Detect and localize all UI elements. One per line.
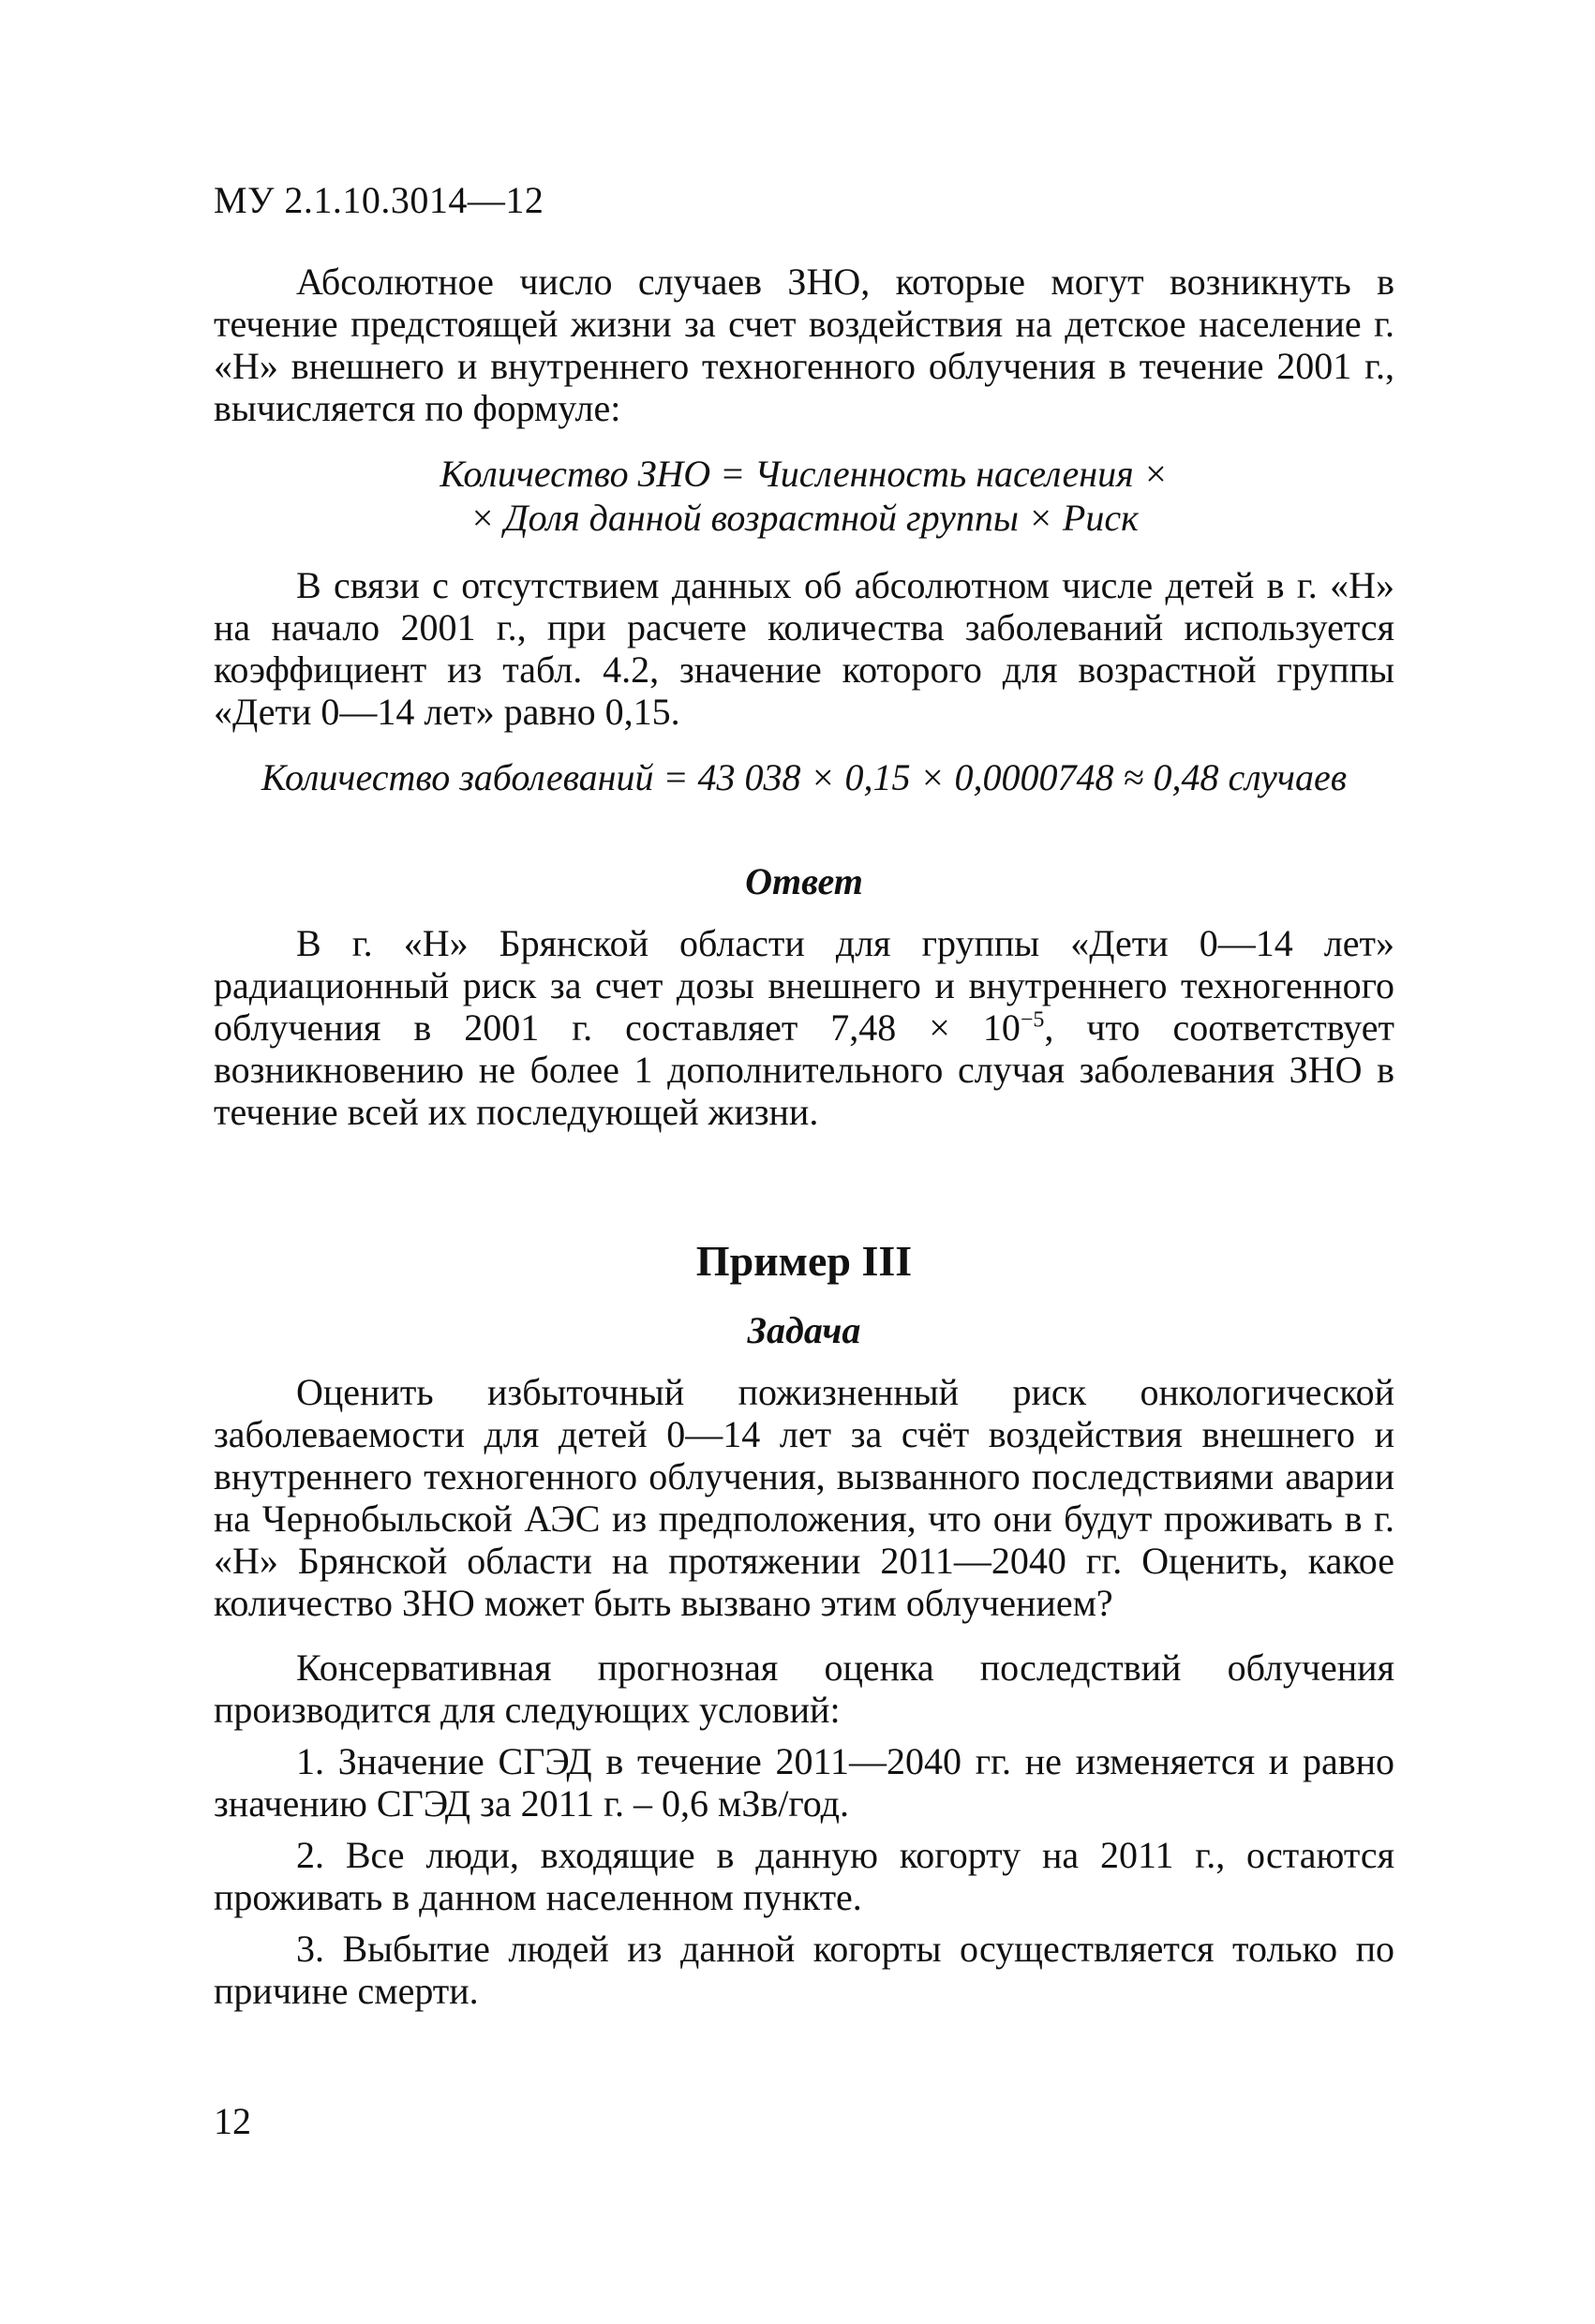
answer-text-start: В г. «Н» Брянской области для группы «Дети 0—14 лет» радиационный риск за счет дозы внешнего и внутреннего техногенного облучения в 2001 г. составляет 7,48 × 10 [214,922,1394,1049]
page-number: 12 [214,2100,251,2142]
formula-zno-line2: × Доля данной возрастной группы × Риск [470,497,1139,539]
answer-text-end: , что соответствует возникновению не более 1 дополнительного случая заболевания ЗНО в течение всей их последующей жизни. [214,1006,1394,1133]
answer-exponent: −5 [1020,1007,1045,1033]
task-heading: Задача [747,1309,861,1351]
task-paragraph: Оценить избыточный пожизненный риск онкологической заболеваемости для детей 0—14 лет за счёт воздействия внешнего и внутреннего техногенного облучения, вызванного последствиями аварии на Чернобыльской АЭС из предположения, что они будут проживать в г. «Н» Брянской области на протяжении 2011—2040 гг. Оценить, какое количество ЗНО может быть вызвано этим облучением? [214,1371,1394,1624]
document-page [214,178,1394,2021]
conditions-intro: Консервативная прогнозная оценка последствий облучения производится для следующих условий: [214,1646,1394,1731]
paragraph-zno-count: Абсолютное число случаев ЗНО, которые могут возникнуть в течение предстоящей жизни за счет воздействия на детское население г. «Н» внешнего и внутреннего техногенного облучения в течение 2001 г., вычисляется по формуле: [214,261,1394,429]
condition-item: 3. Выбытие людей из данной когорты осуществляется только по причине смерти. [214,1928,1394,2012]
formula-diseases: Количество заболеваний = 43 038 × 0,15 × 0,0000748 ≈ 0,48 случаев [261,756,1348,798]
condition-item: 2. Все люди, входящие в данную когорту на 2011 г., остаются проживать в данном населенном пункте. [214,1834,1394,1918]
answer-paragraph [214,922,1394,1133]
formula-zno-line1: Количество ЗНО = Численность населения × [440,453,1169,495]
answer-heading: Ответ [745,860,863,902]
paragraph-coefficient: В связи с отсутствием данных об абсолютном числе детей в г. «Н» на начало 2001 г., при расчете количества заболеваний используется коэффициент из табл. 4.2, значение которого для возрастной группы «Дети 0—14 лет» равно 0,15. [214,564,1394,733]
condition-item: 1. Значение СГЭД в течение 2011—2040 гг. не изменяется и равно значению СГЭД за 2011 г. – 0,6 мЗв/год. [214,1740,1394,1825]
example-title: Пример III [695,1237,913,1285]
document-header: МУ 2.1.10.3014—12 [214,179,544,221]
formula-zno [214,452,1394,540]
